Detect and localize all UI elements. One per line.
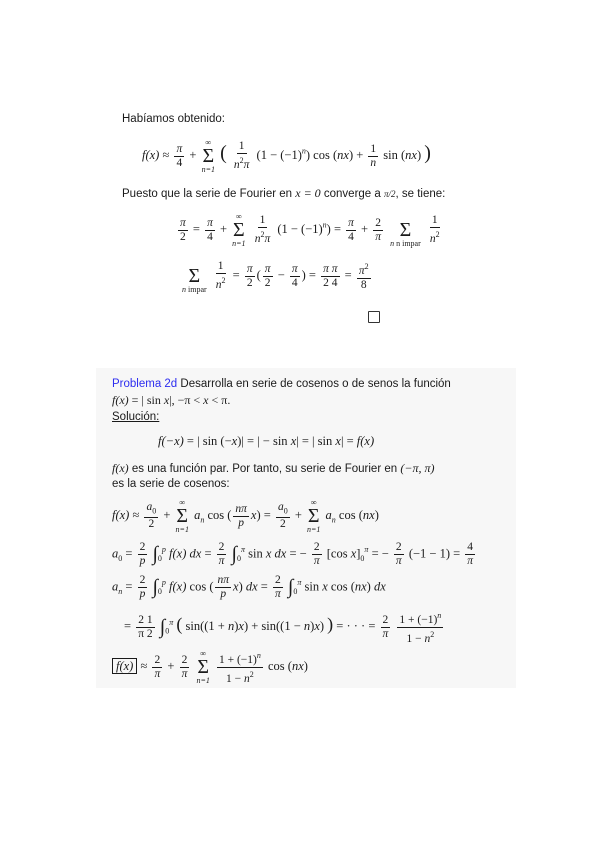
formula-pi-half: $\frac{\pi}{2}$ = $\frac{\pi}{4}$ + ∞ Σ n=1 $\frac{1}{n^2\pi}$ $(1 - (-1)^n)$ = $\frac{\pi}{4}$ + $\frac{2}{\pi}$ Σ n n impar $\frac{1}{n^2}$ — [180, 212, 440, 248]
problem-domain: f(x) = | sin x|, −π < x < π. — [112, 393, 231, 407]
series-formula: f(x) ≈ $\frac{a_0}{2}$ + ∞ Σ n=1 $a_n$ cos ( $\frac{n\pi}{p}$ x) = $\frac{a_0}{2}$ + ∞ Σ n=1 $a_n$ cos (nx) — [112, 498, 379, 534]
result-formula: f(x) ≈ $\frac{2}{\pi}$ + $\frac{2}{\pi}$ ∞ Σ n=1 $\frac{1 + (-1)^n}{1 - n^2}$ cos (nx) — [112, 649, 308, 686]
formula-f-approx: f(x) ≈ $\frac{\pi}{4}$ + ∞ Σ n=1 ( $\frac{1}{n^2\pi}$ $(1 - (-1)^n)$ cos (nx) + $\frac{1}{n}$ sin (nx) ) — [142, 138, 431, 174]
problem-text: Desarrolla en serie de cosenos o de senos la función — [177, 378, 451, 390]
parity-formula: f(−x) = | sin (−x)| = | − sin x| = | sin x| = f(x) — [158, 434, 375, 448]
solution-label: Solución: — [112, 411, 160, 423]
a0-formula: $a_0$ = $\frac{2}{p}$ $\int_0^p$ f(x) dx = $\frac{2}{\pi}$ $\int_0^\pi$ sin x dx = − $\frac{2}{\pi}$ [cos $x]_0^\pi$ = − $\frac{2}{\pi}$ (−1 − 1) = $\frac{4}{\pi}$ — [112, 541, 474, 567]
converge-text: Puesto que la serie de Fourier en x = 0 converge a π/2, se tiene: — [122, 186, 446, 200]
an-formula: $a_n$ = $\frac{2}{p}$ $\int_0^p$ f(x) cos ( $\frac{n\pi}{p}$ x) dx = $\frac{2}{\pi}$ $\int_0^\pi$ sin x cos (nx) dx — [112, 574, 386, 600]
even-text-2: es la serie de cosenos: — [112, 478, 230, 490]
an-formula-cont: = $\frac{2 1}{\pi 2}$ $\int_0^\pi$ ( sin((1 + n)x) + sin((1 − n)x) ) = · · · = $\frac{2}{\pi}$ $\frac{1 + (-1)^n}{1 - n^2}$ — [124, 611, 442, 645]
formula-sum-odd: Σ n impar $\frac{1}{n^2}$ = $\frac{\pi}{2}$ ( $\frac{\pi}{2}$ − $\frac{\pi}{4}$ ) = $\frac{\text{π π}}{2 4}$ = $\frac{\pi^2}{8}$ — [182, 260, 369, 294]
problem-label: Problema 2d — [112, 378, 178, 390]
intro-text: Habíamos obtenido: — [122, 113, 225, 125]
problem-heading — [112, 377, 451, 392]
slide-nav-icon[interactable] — [368, 311, 380, 323]
boxed-result: f(x) — [112, 658, 137, 674]
even-text-1: f(x) es una función par. Por tanto, su serie de Fourier en (−π, π) — [112, 461, 435, 475]
